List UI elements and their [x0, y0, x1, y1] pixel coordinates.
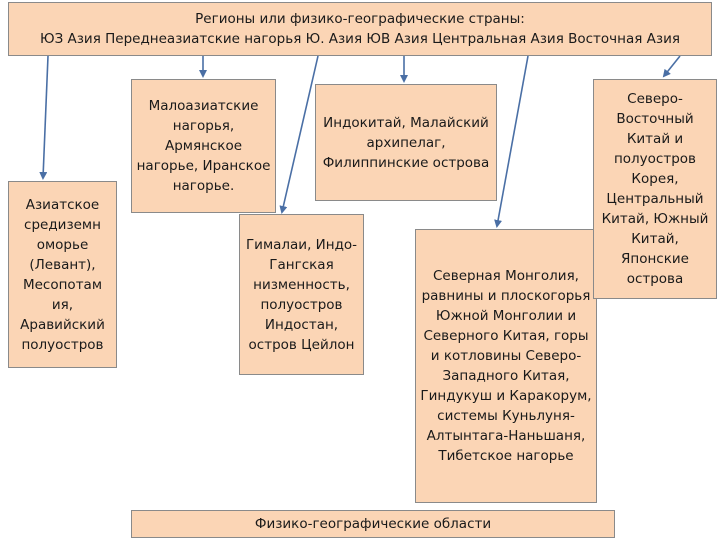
central-asia-text: Северная Монголия, равнины и плоскогорья Южной Монголии и Северного Китая, горы и котловины Северо-Западного Китая, Гиндукуш и Каракорум, системы Куньлуня-Алтынтага-Наньшаня, Тибетское нагорье	[420, 268, 592, 464]
highlands-box	[131, 79, 276, 213]
arrow-to-central-asia	[497, 56, 528, 226]
arrow-to-east-asia	[664, 56, 680, 76]
east-asia-text: Северо-Восточный Китай и полуостров Корея, Центральный Китай, Южный Китай, Японские острова	[601, 91, 709, 287]
arrow-to-south-asia	[282, 56, 318, 212]
header-title: Регионы или физико-географические страны:	[195, 11, 525, 27]
south-asia-text: Гималаи, Индо-Гангская низменность, полуостров Индостан, остров Цейлон	[245, 236, 358, 353]
arrow-to-levant	[43, 56, 48, 178]
east-asia-box	[593, 79, 717, 299]
footer-label: Физико-географические области	[254, 516, 492, 532]
indochina-text: Индокитай, Малайский архипелаг, Филиппинские острова	[322, 114, 490, 171]
physical-regions-footer	[131, 510, 615, 538]
highlands-text: Малоазиатские нагорья, Армянское нагорье, Иранское нагорье.	[136, 98, 271, 194]
central-asia-box	[415, 229, 597, 503]
indochina-box	[315, 84, 497, 201]
regions-header	[8, 2, 712, 56]
south-asia-box	[239, 214, 364, 375]
levant-text: Азиатское средиземн оморье (Левант), Месопотам ия, Аравийский полуостров	[20, 196, 105, 353]
header-regions: ЮЗ Азия Переднеазиатские нагорья Ю. Азия ЮВ Азия Центральная Азия Восточная Азия	[40, 31, 680, 47]
levant-box	[8, 181, 117, 368]
